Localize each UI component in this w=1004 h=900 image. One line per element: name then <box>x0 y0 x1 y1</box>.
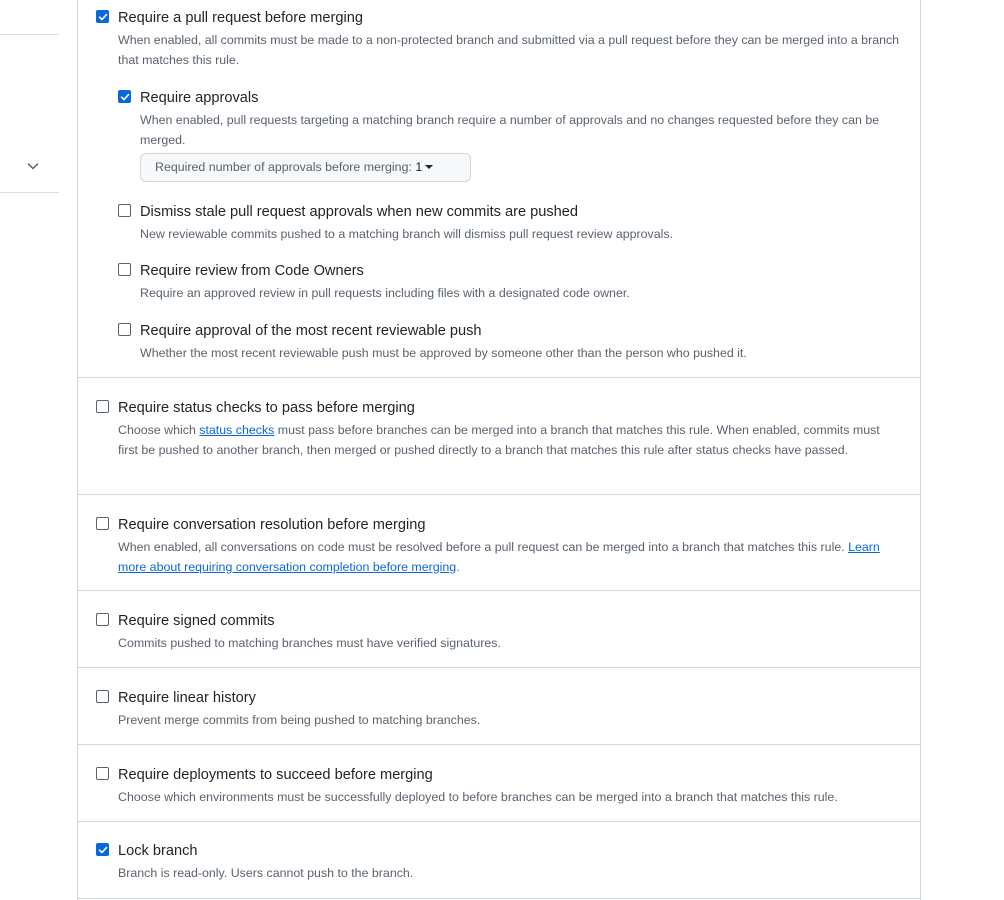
select-value: 1 <box>415 160 423 174</box>
checkbox-code-owners[interactable] <box>118 263 131 276</box>
sidebar-divider <box>0 192 59 193</box>
check-icon <box>120 92 130 102</box>
option-title: Require signed commits <box>118 613 275 629</box>
option-title: Require deployments to succeed before merging <box>118 767 433 783</box>
option-title: Require conversation resolution before merging <box>118 517 426 533</box>
option-description: Commits pushed to matching branches must have verified signatures. <box>118 636 501 650</box>
option-description: Prevent merge commits from being pushed to matching branches. <box>118 713 481 727</box>
chevron-down-icon[interactable] <box>25 158 41 174</box>
option-description: When enabled, all conversations on code must be resolved before a pull request can be merged into a branch that matches this rule. Learn more about requiring conversation completion before merging. <box>118 540 880 574</box>
option-title: Require linear history <box>118 690 256 706</box>
checkbox-deployments[interactable] <box>96 767 109 780</box>
sidebar-divider <box>0 34 59 35</box>
option-title: Require a pull request before merging <box>118 10 363 26</box>
option-title: Require approvals <box>140 90 259 106</box>
checkbox-dismiss-stale[interactable] <box>118 204 131 217</box>
branch-protection-panel <box>77 0 921 900</box>
option-description: Whether the most recent reviewable push must be approved by someone other than the person who pushed it. <box>140 346 747 360</box>
checkbox-recent-push[interactable] <box>118 323 131 336</box>
check-icon <box>98 845 108 855</box>
option-description: Branch is read-only. Users cannot push to the branch. <box>118 866 414 880</box>
option-title: Require approval of the most recent reviewable push <box>140 323 482 339</box>
option-description: Choose which environments must be successfully deployed to before branches can be merged into a branch that matches this rule. <box>118 790 838 804</box>
status-checks-link[interactable]: status checks <box>199 423 275 437</box>
required-approvals-select[interactable] <box>140 153 471 182</box>
caret-down-icon <box>425 165 433 169</box>
checkbox-lock-branch[interactable] <box>96 843 109 856</box>
option-description: Choose which status checks must pass before branches can be merged into a branch that matches this rule. When enabled, commits must first be pushed to another branch, then merged or pushed directly to a branch that matches this rule after status checks have passed. <box>118 423 880 457</box>
option-title: Dismiss stale pull request approvals when new commits are pushed <box>140 204 579 220</box>
checkbox-linear-history[interactable] <box>96 690 109 703</box>
section-deployments <box>78 745 920 822</box>
section-signed-commits <box>78 591 920 668</box>
checkbox-conversation[interactable] <box>96 517 109 530</box>
option-description: New reviewable commits pushed to a matching branch will dismiss pull request review approvals. <box>140 227 674 241</box>
select-label: Required number of approvals before merging: <box>155 160 412 174</box>
option-description: When enabled, all commits must be made to a non-protected branch and submitted via a pull request before they can be merged into a branch that matches this rule. <box>118 33 900 67</box>
section-linear-history <box>78 668 920 745</box>
checkbox-status-checks[interactable] <box>96 400 109 413</box>
section-pull-request <box>78 0 920 378</box>
option-title: Lock branch <box>118 843 198 859</box>
section-conversation <box>78 495 920 591</box>
section-status-checks <box>78 378 920 495</box>
option-title: Require review from Code Owners <box>140 263 364 279</box>
check-icon <box>98 12 108 22</box>
option-title: Require status checks to pass before merging <box>118 400 415 416</box>
option-description: When enabled, pull requests targeting a matching branch require a number of approvals and no changes requested before they can be merged. <box>140 113 880 147</box>
conversation-learn-more-link[interactable]: Learn more about requiring conversation completion before merging <box>118 540 880 574</box>
checkbox-signed-commits[interactable] <box>96 613 109 626</box>
checkbox-require-pull-request[interactable] <box>96 10 109 23</box>
section-lock-branch <box>78 822 920 899</box>
option-description: Require an approved review in pull requests including files with a designated code owner. <box>140 286 630 300</box>
checkbox-require-approvals[interactable] <box>118 90 131 103</box>
